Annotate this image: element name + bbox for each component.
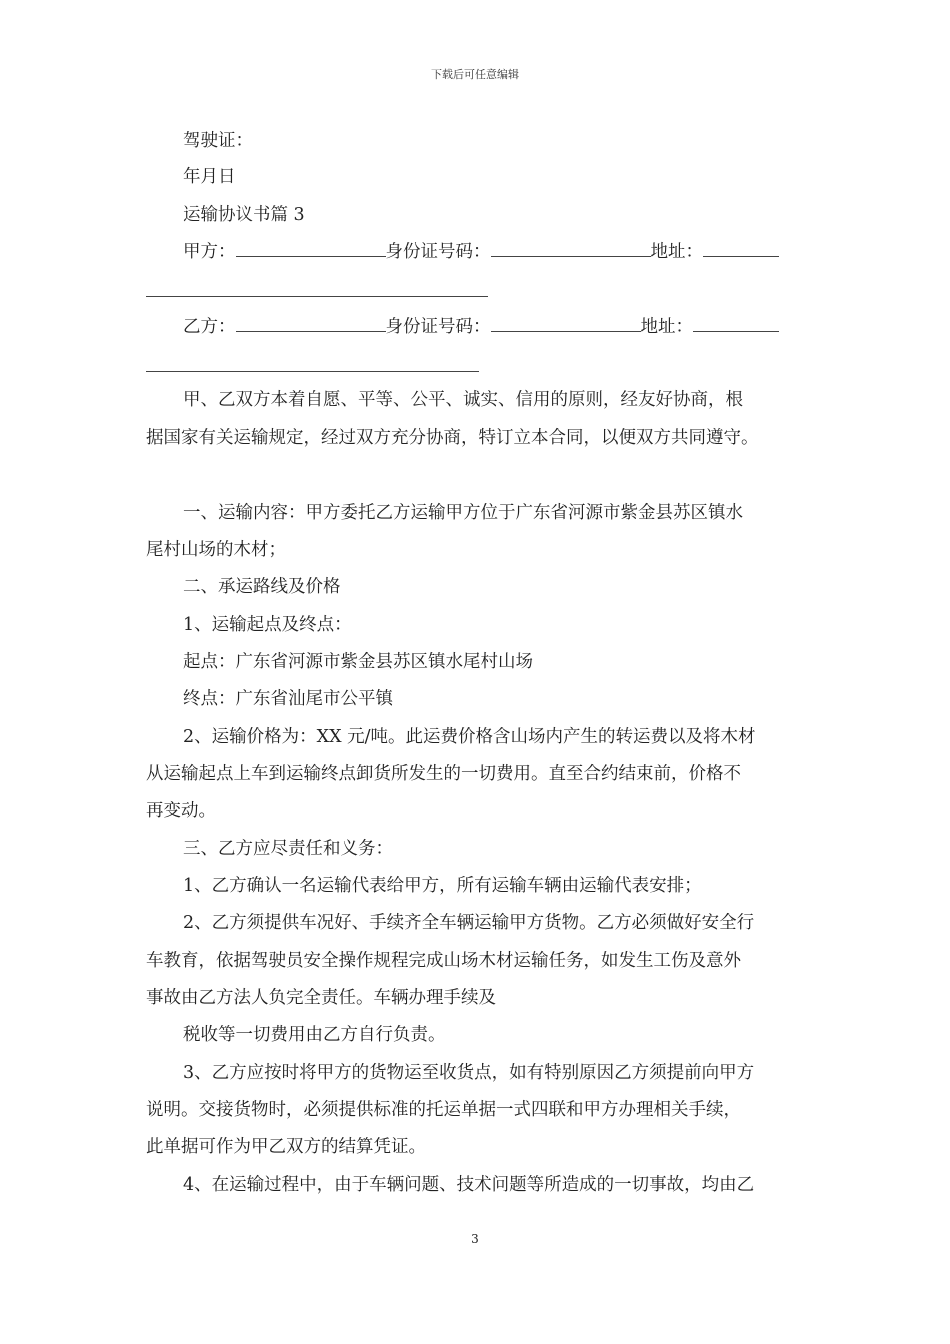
page-number: 3 [471, 1232, 479, 1246]
intro-line: 甲、乙双方本着自愿、平等、公平、诚实、信用的原则，经友好协商，根 [183, 390, 743, 410]
body-line: 再变动。 [146, 801, 216, 821]
license-line: 驾驶证： [183, 131, 253, 151]
page-header: 下载后可任意编辑 [431, 68, 519, 81]
intro-line: 据国家有关运输规定，经过双方充分协商，特订立本合同，以便双方共同遵守。 [146, 428, 759, 448]
body-line: 一、运输内容：甲方委托乙方运输甲方位于广东省河源市紫金县苏区镇水 [183, 503, 743, 523]
body-line: 4、在运输过程中，由于车辆问题、技术问题等所造成的一切事故，均由乙 [183, 1175, 755, 1195]
doc-title: 运输协议书篇 3 [183, 205, 305, 225]
body-line: 事故由乙方法人负完全责任。车辆办理手续及 [146, 988, 496, 1008]
body-line: 1、运输起点及终点： [183, 615, 352, 635]
body-line: 起点：广东省河源市紫金县苏区镇水尾村山场 [183, 652, 533, 672]
body-line: 终点：广东省汕尾市公平镇 [183, 689, 393, 709]
party-b-id-blank [491, 315, 641, 332]
party-b-name-blank [236, 315, 386, 332]
body-line: 3、乙方应按时将甲方的货物运至收货点，如有特别原因乙方须提前向甲方 [183, 1063, 755, 1083]
party-a-name-blank [236, 240, 386, 257]
party-a-label: 甲方： [183, 242, 236, 262]
body-line: 1、乙方确认一名运输代表给甲方，所有运输车辆由运输代表安排； [183, 876, 702, 896]
body-line: 尾村山场的木材； [146, 540, 286, 560]
party-a-id-label: 身份证号码： [385, 242, 491, 262]
party-a-line [183, 240, 779, 263]
body-line: 2、运输价格为：XX 元/吨。此运费价格含山场内产生的转运费以及将木材 [183, 727, 756, 747]
party-b-label: 乙方： [183, 317, 236, 337]
party-a-addr-blank [703, 240, 779, 257]
section-heading: 二、承运路线及价格 [183, 577, 341, 597]
body-line: 车教育，依据驾驶员安全操作规程完成山场木材运输任务，如发生工伤及意外 [146, 951, 741, 971]
body-line: 2、乙方须提供车况好、手续齐全车辆运输甲方货物。乙方必须做好安全行 [183, 913, 755, 933]
party-a-id-blank [491, 240, 651, 257]
party-b-id-label: 身份证号码： [385, 317, 491, 337]
party-b-line [183, 315, 779, 338]
party-b-addr-continuation [146, 371, 479, 372]
party-b-addr-blank [693, 315, 779, 332]
section-heading: 三、乙方应尽责任和义务： [183, 839, 393, 859]
body-line: 说明。交接货物时，必须提供标准的托运单据一式四联和甲方办理相关手续， [146, 1100, 741, 1120]
party-a-addr-continuation [146, 296, 488, 297]
body-line: 税收等一切费用由乙方自行负责。 [183, 1025, 446, 1045]
body-line: 此单据可作为甲乙双方的结算凭证。 [146, 1137, 426, 1157]
date-line: 年月日 [183, 167, 236, 187]
body-line: 从运输起点上车到运输终点卸货所发生的一切费用。直至合约结束前，价格不 [146, 764, 741, 784]
party-b-addr-label: 地址： [640, 317, 693, 337]
party-a-addr-label: 地址： [650, 242, 703, 262]
